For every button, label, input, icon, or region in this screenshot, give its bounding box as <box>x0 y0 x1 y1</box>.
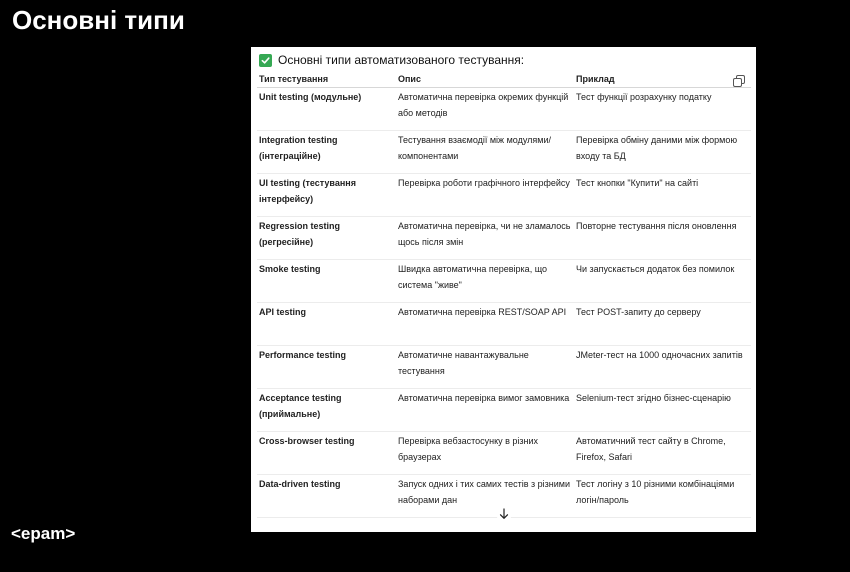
table-row <box>257 389 751 432</box>
table-row <box>257 88 751 131</box>
column-header-example: Приклад <box>574 71 751 88</box>
cell-description: Автоматична перевірка окремих функцій або методів <box>396 88 574 131</box>
slide-title: Основні типи <box>12 5 185 35</box>
cell-description: Автоматична перевірка REST/SOAP API <box>396 303 574 346</box>
cell-type: API testing <box>257 303 396 346</box>
arrow-down-icon <box>499 507 509 525</box>
table-row <box>257 432 751 475</box>
cell-example: Selenium-тест згідно бізнес-сценарію <box>574 389 751 432</box>
cell-type: Acceptance testing (приймальне) <box>257 389 396 432</box>
epam-logo: <epam> <box>11 524 76 543</box>
chat-table-panel <box>251 47 756 532</box>
panel-heading: Основні типи автоматизованого тестування: <box>278 53 525 67</box>
table-row <box>257 303 751 346</box>
table-header-row <box>257 71 751 88</box>
cell-description: Автоматична перевірка, чи не зламалось щось після змін <box>396 217 574 260</box>
cell-example: Тест логіну з 10 різними комбінаціями логін/пароль <box>574 475 751 518</box>
cell-type: Cross-browser testing <box>257 432 396 475</box>
table-row <box>257 260 751 303</box>
cell-type: Regression testing (регресійне) <box>257 217 396 260</box>
table-row <box>257 346 751 389</box>
cell-type: Smoke testing <box>257 260 396 303</box>
cell-description: Запуск одних і тих самих тестів з різними наборами дан <box>396 475 574 518</box>
cell-example: Тест POST-запиту до серверу <box>574 303 751 346</box>
testing-types-table <box>257 71 751 518</box>
cell-example: Автоматичний тест сайту в Chrome, Firefox, Safari <box>574 432 751 475</box>
cell-type: UI testing (тестування інтерфейсу) <box>257 174 396 217</box>
panel-header <box>259 52 524 68</box>
cell-description: Автоматична перевірка вимог замовника <box>396 389 574 432</box>
cell-example: Повторне тестування після оновлення <box>574 217 751 260</box>
check-mark-icon <box>259 54 272 67</box>
table-row <box>257 217 751 260</box>
cell-example: Чи запускається додаток без помилок <box>574 260 751 303</box>
cell-example: Тест функції розрахунку податку <box>574 88 751 131</box>
cell-description: Перевірка вебзастосунку в різних браузерах <box>396 432 574 475</box>
cell-description: Швидка автоматична перевірка, що система "живе" <box>396 260 574 303</box>
cell-example: Тест кнопки "Купити" на сайті <box>574 174 751 217</box>
cell-example: JMeter-тест на 1000 одночасних запитів <box>574 346 751 389</box>
cell-example: Перевірка обміну даними між формою входу та БД <box>574 131 751 174</box>
cell-description: Автоматичне навантажувальне тестування <box>396 346 574 389</box>
cell-type: Data-driven testing <box>257 475 396 518</box>
scroll-down-button[interactable] <box>497 509 511 523</box>
column-header-type: Тип тестування <box>257 71 396 88</box>
cell-description: Тестування взаємодії між модулями/ компонентами <box>396 131 574 174</box>
cell-description: Перевірка роботи графічного інтерфейсу <box>396 174 574 217</box>
table-row <box>257 131 751 174</box>
cell-type: Unit testing (модульне) <box>257 88 396 131</box>
cell-type: Integration testing (інтеграційне) <box>257 131 396 174</box>
cell-type: Performance testing <box>257 346 396 389</box>
table-row <box>257 174 751 217</box>
column-header-description: Опис <box>396 71 574 88</box>
